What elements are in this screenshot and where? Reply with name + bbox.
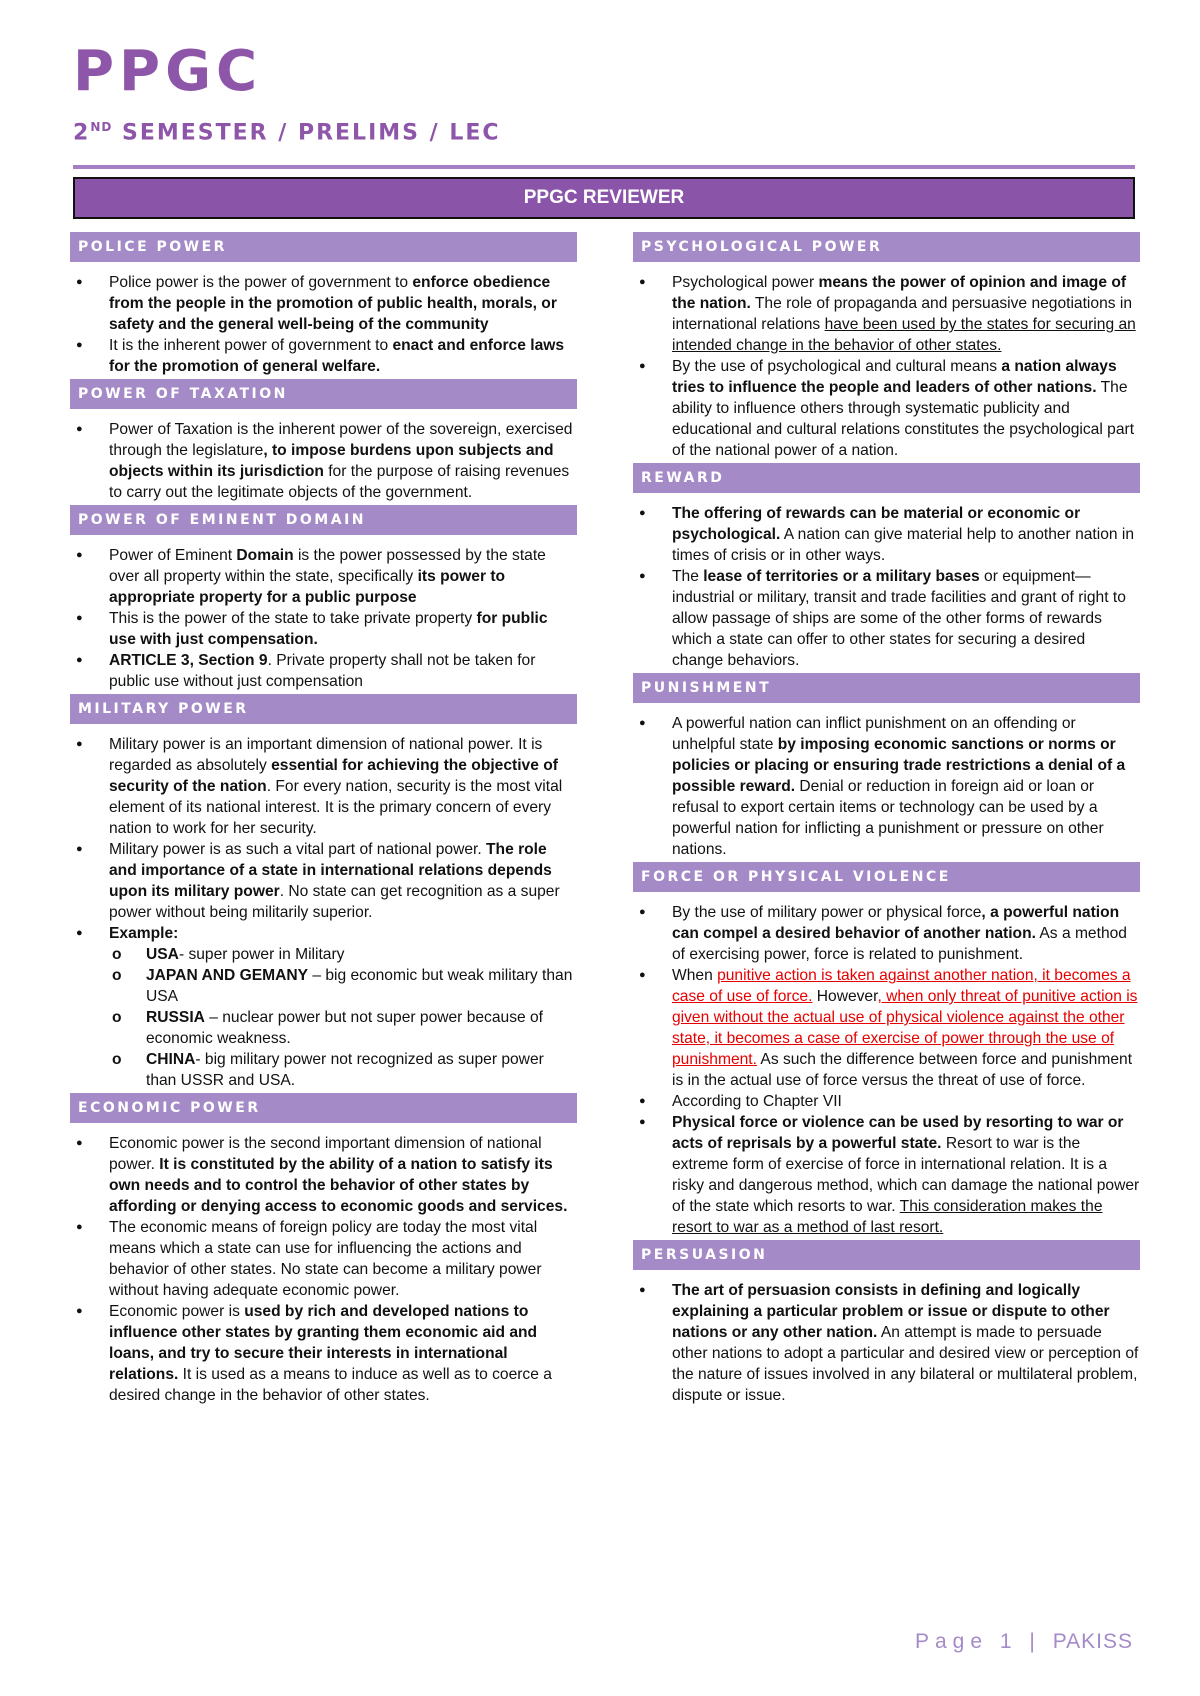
taxation-list (70, 419, 577, 503)
list-item: ● Economic power is used by rich and developed nations to influence other states by granting them economic aid and loans, and try to secure their interests in international relations. It is used as a means to induce as well as to coerce a desired change in the behavior of other states. (70, 1301, 577, 1406)
section-heading-persuasion: PERSUASION (633, 1240, 1140, 1270)
list-item: ● Military power is as such a vital part of national power. The role and importance of a state in international relations depends upon its military power. No state can get recognition as a super power without being militarily superior. (70, 839, 577, 923)
list-item: ● A powerful nation can inflict punishment on an offending or unhelpful state by imposing economic sanctions or norms or policies or placing or ensuring trade restrictions a denial of a possible reward. Denial or reduction in foreign aid or loan or refusal to export certain items or technology can be used by a powerful nation for inflicting a punishment or pressure on other nations. (633, 713, 1140, 860)
list-item: ● Police power is the power of government to enforce obedience from the people in the promotion of public health, morals, or safety and the general well-being of the community (70, 272, 577, 335)
list-item: ● The art of persuasion consists in defining and logically explaining a particular problem or issue or dispute to other nations or any other nation. An attempt is made to persuade other nations to adopt a particular and desired view or perception of the nature of issues involved in any bilateral or multilateral problem, dispute or issue. (633, 1280, 1140, 1406)
list-item: ● When punitive action is taken against another nation, it becomes a case of use of force. However, when only threat of punitive action is given without the actual use of physical violence against the other state, it becomes a case of exercise of power through the use of punishment. As such the difference between force and punishment is in the actual use of force versus the threat of use of force. (633, 965, 1140, 1091)
persuasion-list (633, 1280, 1140, 1406)
list-item: ● The lease of territories or a military bases or equipment— industrial or military, transit and trade facilities and grant of right to allow passage of ships are some of the other forms of rewards which a state can offer to other states for securing a desired change behaviors. (633, 566, 1140, 671)
punishment-list (633, 713, 1140, 860)
section-heading-force: FORCE OR PHYSICAL VIOLENCE (633, 862, 1140, 892)
section-heading-military-power: MILITARY POWER (70, 694, 577, 724)
list-item: ● Example: o USA- super power in Military o JAPAN AND GEMANY – big economic but weak military than USA o RUSSIA – nuclear power but not super power because of economic weakness. o CHINA- big military power not recognized as super power than USSR and USA. (70, 923, 577, 1091)
list-item: ● The economic means of foreign policy are today the most vital means which a state can use for influencing the actions and behavior of other states. No state can become a military power without having adequate economic power. (70, 1217, 577, 1301)
section-heading-police-power: POLICE POWER (70, 232, 577, 262)
list-item: ● ARTICLE 3, Section 9. Private property shall not be taken for public use without just compensation (70, 650, 577, 692)
military-power-list (70, 734, 577, 1091)
sub-list-item: o CHINA- big military power not recognized as super power than USSR and USA. (109, 1049, 577, 1091)
eminent-domain-list (70, 545, 577, 692)
left-column (70, 232, 577, 1408)
psychological-power-list (633, 272, 1140, 461)
economic-power-list (70, 1133, 577, 1406)
header-divider (73, 165, 1135, 169)
list-item: ● Power of Eminent Domain is the power possessed by the state over all property within the state, specifically its power to appropriate property for a public purpose (70, 545, 577, 608)
right-column (633, 232, 1140, 1408)
military-example-list (109, 944, 577, 1091)
section-heading-economic-power: ECONOMIC POWER (70, 1093, 577, 1123)
section-heading-punishment: PUNISHMENT (633, 673, 1140, 703)
section-heading-eminent-domain: POWER OF EMINENT DOMAIN (70, 505, 577, 535)
list-item: ● Economic power is the second important dimension of national power. It is constituted by the ability of a nation to satisfy its own needs and to control the behavior of other states by affording or denying access to economic goods and services. (70, 1133, 577, 1217)
list-item: ● Power of Taxation is the inherent power of the sovereign, exercised through the legislature, to impose burdens upon subjects and objects within its jurisdiction for the purpose of raising revenues to carry out the legitimate objects of the government. (70, 419, 577, 503)
list-item: ● The offering of rewards can be material or economic or psychological. A nation can give material help to another nation in times of crisis or in other ways. (633, 503, 1140, 566)
page-number: Page 1 (915, 1630, 1018, 1653)
section-heading-power-of-taxation: POWER OF TAXATION (70, 379, 577, 409)
sub-list-item: o JAPAN AND GEMANY – big economic but weak military than USA (109, 965, 577, 1007)
force-list (633, 902, 1140, 1238)
reviewer-banner: PPGC REVIEWER (73, 177, 1135, 219)
section-heading-psychological-power: PSYCHOLOGICAL POWER (633, 232, 1140, 262)
list-item: ● By the use of military power or physical force, a powerful nation can compel a desired behavior of another nation. As a method of exercising power, force is related to punishment. (633, 902, 1140, 965)
list-item: ● According to Chapter VII (633, 1091, 1140, 1112)
sub-list-item: o RUSSIA – nuclear power but not super power because of economic weakness. (109, 1007, 577, 1049)
police-power-list (70, 272, 577, 377)
document-subtitle: 2ND SEMESTER / PRELIMS / LEC (73, 120, 501, 146)
list-item: ● It is the inherent power of government to enact and enforce laws for the promotion of general welfare. (70, 335, 577, 377)
reward-list (633, 503, 1140, 671)
list-item: ● Physical force or violence can be used by resorting to war or acts of reprisals by a powerful state. Resort to war is the extreme form of exercise of force in international relation. It is a risky and dangerous method, which can damage the national power of the state which resorts to war. This consideration makes the resort to war as a method of last resort. (633, 1112, 1140, 1238)
section-heading-reward: REWARD (633, 463, 1140, 493)
list-item: ● By the use of psychological and cultural means a nation always tries to influence the people and leaders of other nations. The ability to influence others through systematic publicity and educational and cultural relations constitutes the psychological part of the national power of a nation. (633, 356, 1140, 461)
list-item: ● Psychological power means the power of opinion and image of the nation. The role of propaganda and persuasive negotiations in international relations have been used by the states for securing an intended change in the behavior of other states. (633, 272, 1140, 356)
document-title: PPGC (73, 39, 263, 104)
author-name: PAKISS (1052, 1630, 1133, 1653)
list-item: ● Military power is an important dimension of national power. It is regarded as absolutely essential for achieving the objective of security of the nation. For every nation, security is the most vital element of its national interest. It is the primary concern of every nation to work for her security. (70, 734, 577, 839)
page-footer: Page 1 | PAKISS (915, 1630, 1133, 1653)
sub-list-item: o USA- super power in Military (109, 944, 577, 965)
list-item: ● This is the power of the state to take private property for public use with just compensation. (70, 608, 577, 650)
